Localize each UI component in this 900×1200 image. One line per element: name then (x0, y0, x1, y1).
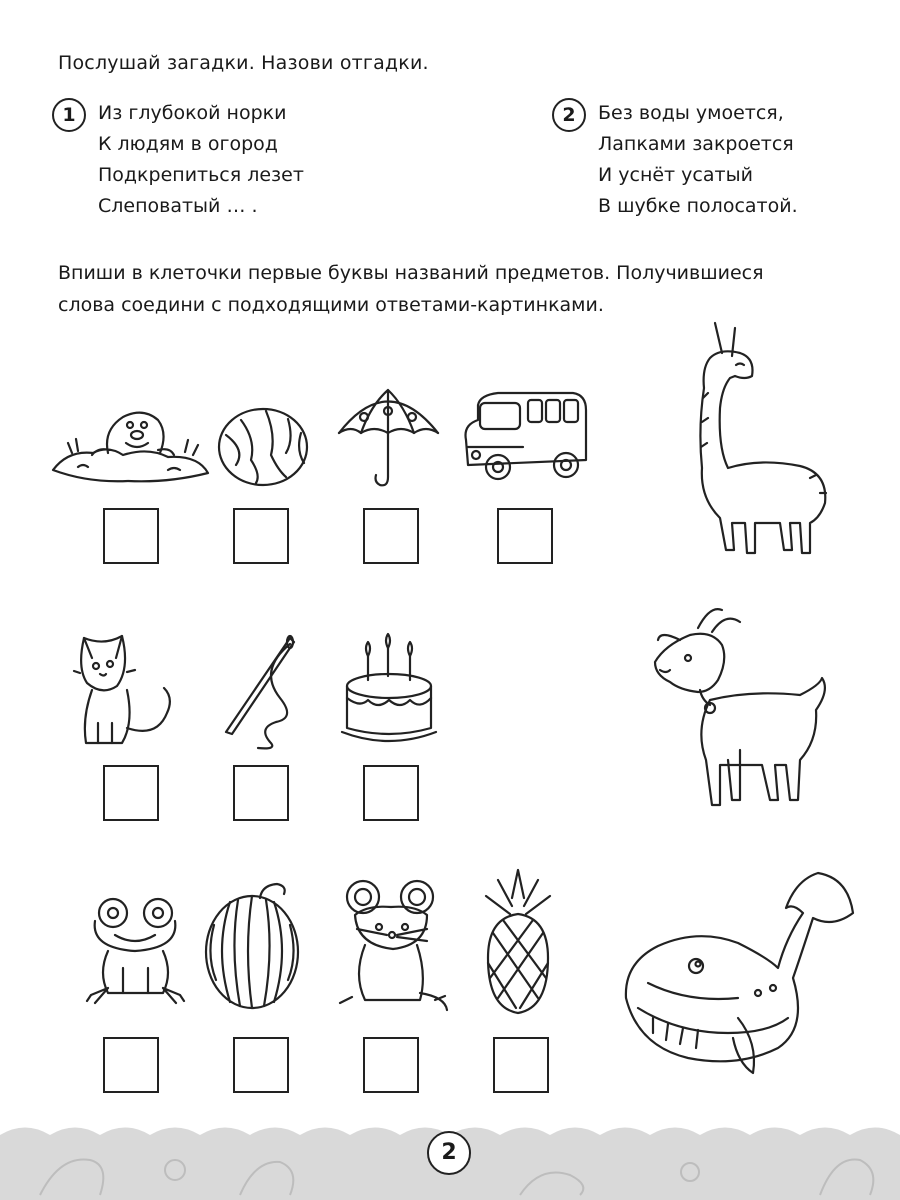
needle-icon (218, 630, 308, 750)
llama-icon (660, 318, 840, 563)
answer-box-r1-1[interactable] (103, 508, 159, 564)
riddle-1-line-2: К людям в огород (98, 133, 278, 155)
riddle-2 (552, 98, 872, 228)
answer-box-r1-2[interactable] (233, 508, 289, 564)
cat-icon (72, 628, 180, 750)
riddle-1-line-4: Слеповатый … . (98, 195, 258, 217)
umbrella-icon (336, 385, 441, 490)
answer-box-r3-1[interactable] (103, 1037, 159, 1093)
riddle-number-1: 1 (52, 98, 86, 132)
watermelon-icon (202, 880, 302, 1015)
answer-box-r1-4[interactable] (497, 508, 553, 564)
task-text (58, 257, 858, 321)
riddle-2-line-1: Без воды умоется, (598, 102, 784, 124)
frog-icon (83, 893, 188, 1008)
riddle-2-line-2: Лапками закроется (598, 133, 794, 155)
mole-icon (48, 395, 213, 490)
whale-icon (618, 868, 858, 1083)
riddle-1-line-1: Из глубокой норки (98, 102, 287, 124)
pineapple-icon (478, 868, 558, 1018)
answer-box-r1-3[interactable] (363, 508, 419, 564)
answer-box-r2-2[interactable] (233, 765, 289, 821)
cake-icon (340, 628, 438, 750)
answer-box-r3-4[interactable] (493, 1037, 549, 1093)
riddle-2-line-4: В шубке полосатой. (598, 195, 798, 217)
answer-box-r2-3[interactable] (363, 765, 419, 821)
instruction-text: Послушай загадки. Назови отгадки. (58, 52, 429, 74)
riddle-1 (52, 98, 372, 228)
answer-box-r3-2[interactable] (233, 1037, 289, 1093)
riddle-number-2: 2 (552, 98, 586, 132)
riddle-2-line-3: И уснёт усатый (598, 164, 753, 186)
bus-icon (458, 385, 593, 490)
walnut-icon (216, 405, 311, 490)
task-line-1: Впиши в клеточки первые буквы названий предметов. Получившиеся (58, 262, 764, 284)
answer-box-r2-1[interactable] (103, 765, 159, 821)
mouse-icon (335, 875, 460, 1015)
goat-icon (640, 600, 835, 815)
riddle-1-line-3: Подкрепиться лезет (98, 164, 304, 186)
task-line-2: слова соедини с подходящими ответами-картинками. (58, 294, 604, 316)
page-number: 2 (427, 1131, 471, 1175)
answer-box-r3-3[interactable] (363, 1037, 419, 1093)
